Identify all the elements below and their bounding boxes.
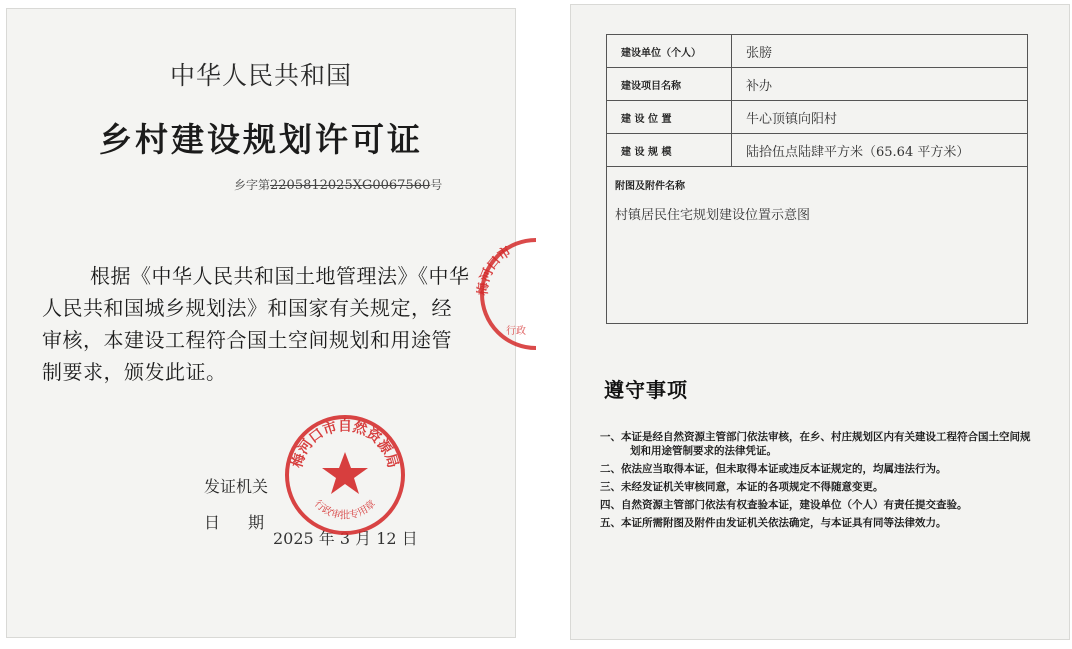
notice-item: 五、本证所需附图及附件由发证机关依法确定，与本证具有同等法律效力。	[600, 517, 947, 529]
official-seal-stamp	[280, 410, 410, 540]
row-value: 张膀	[732, 35, 1028, 68]
row-label: 建设项目名称	[607, 68, 732, 101]
issue-date: 2025 年 3 月 12 日	[273, 529, 418, 548]
perforation-seal-stamp	[476, 234, 566, 354]
attachment-row	[607, 167, 1028, 324]
seal-edge-subtext: 行政	[506, 326, 526, 337]
seal-edge-text: 梅河口市	[476, 244, 515, 297]
seal-main-text: 梅河口市自然资源局	[289, 418, 401, 470]
table-row	[607, 68, 1028, 101]
number-prefix: 乡字第	[234, 178, 271, 192]
row-label: 建 设 规 模	[607, 134, 732, 167]
row-label: 建 设 位 置	[607, 101, 732, 134]
table-row	[607, 35, 1028, 68]
certificate-number	[234, 176, 442, 193]
seal-main-subtext: 行政审批专用章	[311, 498, 379, 522]
certificate-back-page	[570, 4, 1070, 640]
attachment-cell	[607, 167, 1028, 324]
table-row	[607, 101, 1028, 134]
seal-star-icon	[322, 452, 368, 494]
certificate-front-page	[6, 8, 526, 638]
attachment-value: 村镇居民住宅规划建设位置示意图	[615, 208, 811, 223]
number-value: 2205812025XG0067560	[270, 178, 431, 193]
row-value: 补办	[732, 68, 1028, 101]
row-label: 建设单位（个人）	[607, 35, 732, 68]
notice-item: 一、本证是经自然资源主管部门依法审核，在乡、村庄规划区内有关建设工程符合国土空间规划和用途管制要求的法律凭证。	[600, 431, 1031, 457]
table-row	[607, 134, 1028, 167]
notice-list	[600, 430, 1040, 534]
notice-item: 三、未经发证机关审核同意，本证的各项规定不得随意变更。	[600, 481, 884, 493]
certificate-body-text: 根据《中华人民共和国土地管理法》《中华人民共和国城乡规划法》和国家有关规定，经审核，本建设工程符合国土空间规划和用途管制要求，颁发此证。	[42, 264, 470, 384]
attachment-label: 附图及附件名称	[615, 181, 685, 192]
notice-item: 四、自然资源主管部门依法有权查验本证，建设单位（个人）有责任提交查验。	[600, 499, 968, 511]
svg-text:梅河口市	[476, 243, 514, 296]
svg-text:行政审批专用章	[312, 497, 378, 522]
country-heading: 中华人民共和国	[169, 61, 352, 90]
row-value: 牛心顶镇向阳村	[732, 101, 1028, 134]
date-label: 日期	[204, 513, 293, 532]
notice-item: 二、依法应当取得本证，但未取得本证或违反本证规定的，均属违法行为。	[600, 463, 947, 475]
number-suffix: 号	[430, 178, 443, 192]
certificate-title: 乡村建设规划许可证	[99, 120, 423, 159]
project-info-table	[606, 34, 1028, 324]
issuer-label: 发证机关	[204, 477, 269, 496]
row-value: 陆拾伍点陆肆平方米（65.64 平方米）	[732, 134, 1028, 167]
notice-title: 遵守事项	[604, 378, 688, 402]
